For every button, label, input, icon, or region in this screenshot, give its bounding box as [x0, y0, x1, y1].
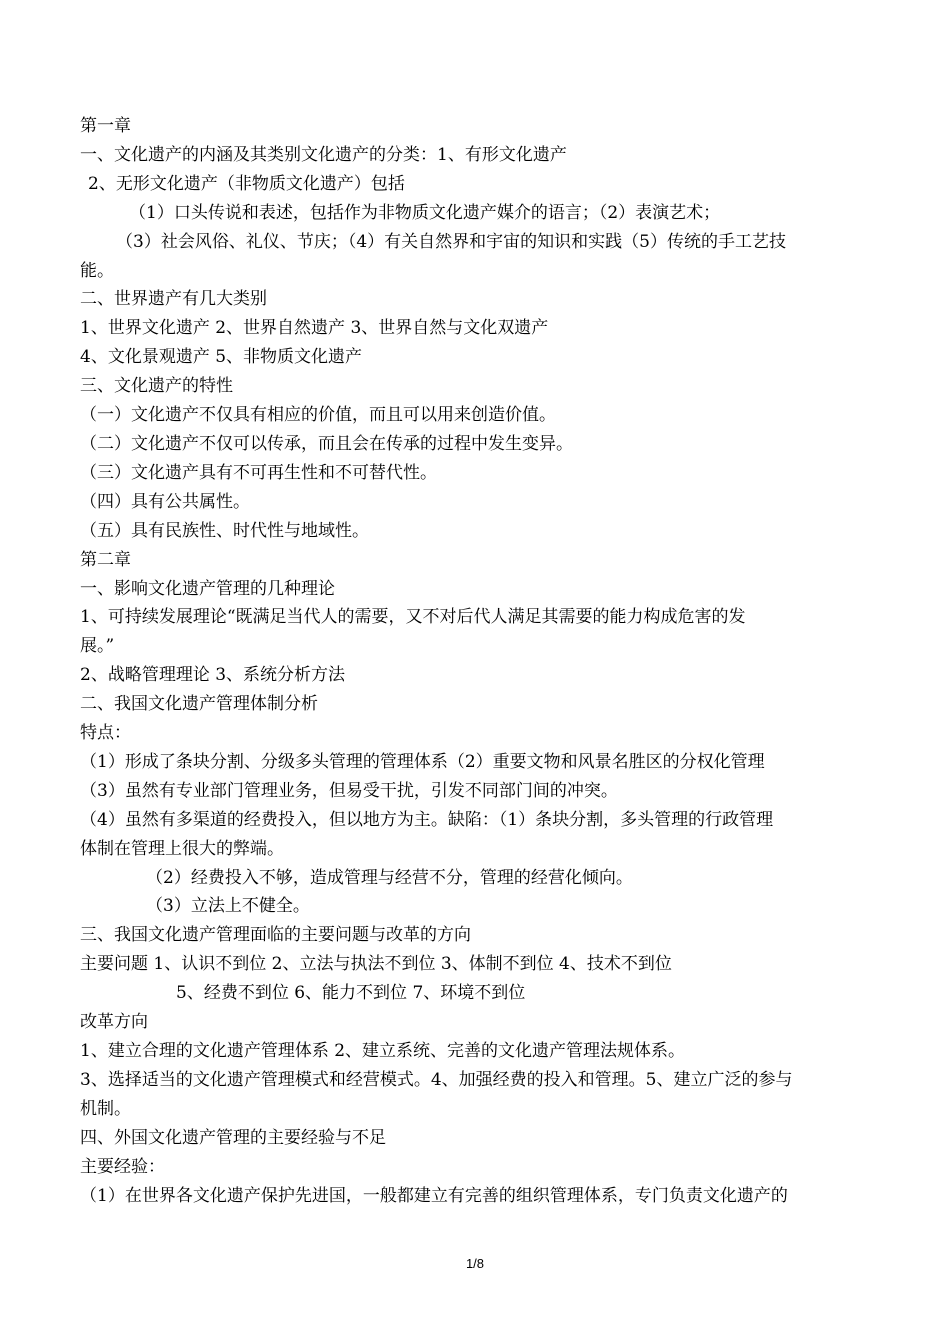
text-line: （3）立法上不健全。 — [146, 896, 310, 917]
chapter-heading: 第一章 — [80, 116, 131, 136]
text-line: （1）形成了条块分割、分级多头管理的管理体系（2）重要文物和风景名胜区的分权化管理 — [80, 751, 765, 772]
text-line: 2、战略管理理论 3、系统分析方法 — [80, 665, 346, 686]
text-line: （3）社会风俗、礼仪、节庆；（4）有关自然界和宇宙的知识和实践（5）传统的手工艺技 — [116, 231, 786, 252]
section-heading: 二、我国文化遗产管理体制分析 — [80, 694, 318, 715]
document-body — [80, 112, 880, 1210]
section-heading: 二、世界遗产有几大类别 — [80, 289, 267, 310]
text-line: （2）经费投入不够，造成管理与经营不分，管理的经营化倾向。 — [146, 867, 633, 888]
text-line: 特点： — [80, 723, 131, 744]
chapter-heading: 第二章 — [80, 549, 131, 570]
text-line: 主要经验： — [80, 1156, 165, 1177]
text-line: （四）具有公共属性。 — [80, 491, 250, 512]
text-line: 1、建立合理的文化遗产管理体系 2、建立系统、完善的文化遗产管理法规体系。 — [80, 1041, 686, 1061]
text-line: （4）虽然有多渠道的经费投入，但以地方为主。缺陷：（1）条块分割，多头管理的行政管理 — [80, 809, 774, 830]
section-heading: 四、外国文化遗产管理的主要经验与不足 — [80, 1127, 386, 1148]
text-line: 1、世界文化遗产 2、世界自然遗产 3、世界自然与文化双遗产 — [80, 318, 549, 339]
text-line: 1、可持续发展理论“既满足当代人的需要，又不对后代人满足其需要的能力构成危害的发 — [80, 607, 746, 628]
text-line: 3、选择适当的文化遗产管理模式和经营模式。4、加强经费的投入和管理。5、建立广泛的参与 — [80, 1069, 793, 1090]
text-line: 2、无形文化遗产（非物质文化遗产）包括 — [88, 173, 405, 194]
text-line: （五）具有民族性、时代性与地域性。 — [80, 520, 369, 541]
section-heading: 三、文化遗产的特性 — [80, 376, 233, 397]
section-heading: 三、我国文化遗产管理面临的主要问题与改革的方向 — [80, 925, 471, 946]
text-line: 改革方向 — [80, 1012, 148, 1033]
text-line: （一）文化遗产不仅具有相应的价值，而且可以用来创造价值。 — [80, 405, 556, 426]
text-line: 展。” — [80, 636, 115, 657]
text-line: 主要问题 1、认识不到位 2、立法与执法不到位 3、体制不到位 4、技术不到位 — [80, 954, 672, 975]
text-line: 体制在管理上很大的弊端。 — [80, 838, 284, 859]
text-line: （1）在世界各文化遗产保护先进国，一般都建立有完善的组织管理体系，专门负责文化遗产的 — [80, 1185, 788, 1206]
text-line: （三）文化遗产具有不可再生性和不可替代性。 — [80, 462, 437, 483]
section-heading: 一、影响文化遗产管理的几种理论 — [80, 578, 335, 599]
text-line: （1）口头传说和表述，包括作为非物质文化遗产媒介的语言；（2）表演艺术； — [129, 202, 721, 223]
text-line: 机制。 — [80, 1098, 131, 1119]
text-line: 能。 — [80, 260, 114, 281]
text-line: 4、文化景观遗产 5、非物质文化遗产 — [80, 347, 363, 368]
text-line: 5、经费不到位 6、能力不到位 7、环境不到位 — [176, 983, 526, 1004]
text-line: （二）文化遗产不仅可以传承，而且会在传承的过程中发生变异。 — [80, 433, 573, 454]
page-number: 1/8 — [465, 1256, 485, 1271]
text-line: （3）虽然有专业部门管理业务，但易受干扰，引发不同部门间的冲突。 — [80, 780, 618, 801]
section-heading: 一、文化遗产的内涵及其类别文化遗产的分类：1、有形文化遗产 — [80, 144, 567, 165]
